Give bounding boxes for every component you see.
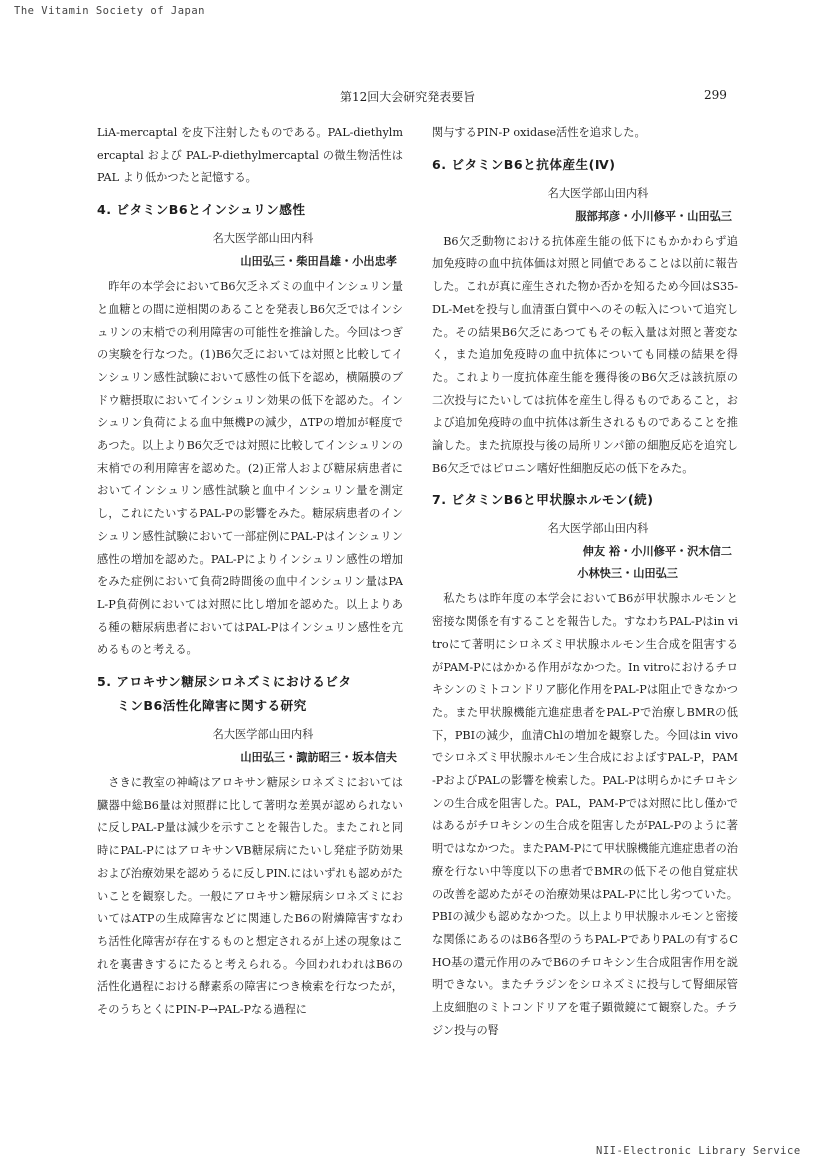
left-column: [97, 122, 403, 1132]
right-column: [432, 122, 738, 1132]
section-7: [432, 488, 738, 1042]
section-5-heading: [97, 670, 403, 718]
watermark-bottom: NII-Electronic Library Service: [596, 1145, 801, 1157]
section-7-authors-line2: 小林快三・山田弘三: [577, 566, 678, 581]
section-6: [432, 153, 738, 481]
section-4: [97, 198, 403, 662]
section-4-body: 昨年の本学会においてB6欠乏ネズミの血中インシュリン量と血糖との間に逆相関のあることを発表しB6欠乏ではインシュリンの末梢での利用障害の可能性を推論した。今回はつぎの実験を行なつた。(1)B6欠乏においては対照と比較してインシュリン感性試験において感性の低下を認め，横隔膜のブドウ糖摂取においてインシュリン効果の低下を認めた。インシュリン負荷による血中無機Pの減少，ΔTPの増加が軽度であつた。以上よりB6欠乏では対照に比較してインシュリンの末梢での利用障害を認めた。(2)正常人および糖尿病患者においてインシュリン感性試験と血中インシュリン量を測定し，これにたいするPAL-Pの影響をみた。糖尿病患者のインシュリン感性試験において一部症例にPAL-Pはインシュリン感性の増加を認めた。PAL-Pによりインシュリン感性の増加をみた症例において負荷2時間後の血中インシュリン量はPAL-P負荷例においては対照に比し増加を認めた。以上よりある種の糖尿病患者においてはPAL-Pはインシュリン感性を亢めるものと考える。: [97, 280, 403, 657]
running-title: 第12回大会研究発表要旨: [340, 90, 476, 104]
section-5-body: さきに教室の神崎はアロキサン糖尿シロネズミにおいては臓器中総B6量は対照群に比して著明な差異が認められないに反しPAL-P量は減少を示すことを報告した。またこれと同時にPAL-PにはアロキサンVB糖尿病にたいし発症予防効果および治療効果を認めうるに反しPIN.にはいずれも認めがたいことを観察した。一般にアロキサン糖尿病シロネズミにおいてはATPの生成障害などに関連したB6の附燐障害すなわち活性化障害が存在するものと想定されるが上述の現象はこれを裏書きするにたると考えられる。今回われわれはB6の活性化過程における酵素系の障害につき検索を行なつたが，そのうちとくにPIN-P→PAL-Pなる過程に: [97, 776, 403, 1017]
section-7-authors-line1: 伸友 裕・小川修平・沢木信二: [582, 544, 732, 559]
right-intro-paragraph: 関与するPIN-P oxidase活性を追求した。: [432, 126, 646, 139]
section-5-heading-line1: 5. アロキサン糖尿シロネズミにおけるビタ: [97, 674, 352, 690]
section-5: [97, 670, 403, 1022]
section-7-affiliation: 名大医学部山田内科: [547, 522, 649, 536]
section-4-authors: 山田弘三・柴田昌雄・小出忠孝: [240, 254, 397, 269]
section-5-authors: 山田弘三・諏訪昭三・坂本信夫: [240, 750, 397, 765]
watermark-top: The Vitamin Society of Japan: [14, 5, 206, 17]
section-6-body: B6欠乏動物における抗体産生能の低下にもかかわらず追加免疫時の血中抗体価は対照と同値であることは以前に報告した。これが真に産生された物か否かを知るため今回はS35-DL-Metを投与し血清蛋白質中へのその転入について追究した。その結果B6欠乏にあつてもその転入量は対照と著変なく，また追加免疫時の血中抗体についても同様の結果を得た。これより一度抗体産生能を獲得後のB6欠乏は該抗原の二次投与にたいしては抗体を産生し得るものであること，および追加免疫時の血中抗体は新生されるものであることを推論した。また抗原投与後の局所リンパ節の細胞反応を追究しB6欠乏ではピロニン嗜好性細胞反応の低下をみた。: [432, 234, 738, 475]
section-4-heading: 4. ビタミンB6とインシュリン感性: [97, 202, 306, 218]
page-number: 299: [704, 88, 727, 102]
section-6-heading: 6. ビタミンB6と抗体産生(Ⅳ): [432, 156, 616, 172]
left-intro-paragraph: LiA-mercaptal を皮下注射したものである。PAL-diethylmercaptal および PAL-P-diethylmercaptal の微生物活性は PAL より低かつたと記憶する。: [97, 126, 403, 185]
section-5-heading-line2: ミンB6活性化障害に関する研究: [117, 698, 307, 714]
section-5-affiliation: 名大医学部山田内科: [212, 728, 314, 742]
section-4-affiliation: 名大医学部山田内科: [212, 232, 314, 246]
section-6-authors: 服部邦彦・小川修平・山田弘三: [575, 208, 732, 223]
running-header: [0, 88, 827, 106]
section-6-affiliation: 名大医学部山田内科: [547, 186, 649, 200]
section-7-body: 私たちは昨年度の本学会においてB6が甲状腺ホルモンと密接な関係を有することを報告した。すなわちPAL-Pはin vitroにて著明にシロネズミ甲状腺ホルモン生合成を阻害するがPAM-Pにはかかる作用がなかつた。In vitroにおけるチロキシンのミトコンドリア膨化作用をPAL-Pは阻止できなかつた。また甲状腺機能亢進症患者をPAL-Pで治療しBMRの低下，PBIの減少，血清Chlの増加を観察した。今回はin vivoでシロネズミ甲状腺ホルモン生合成におよぼすPAL-P，PAM-PおよびPALの影響を検索した。PAL-Pは明らかにチロキシンの生合成を阻害した。PAL，PAM-Pでは対照に比し僅かではあるがチロキシンの生合成を阻害したがPAL-Pのように著明ではなかつた。またPAM-Pにて甲状腺機能亢進症患者の治療を行ない中等度以下の患者でBMRの低下その他自覚症状の改善を認めたがその治療効果はPAL-Pに比し劣つていた。PBIの減少も認めなかつた。以上より甲状腺ホルモンと密接な関係にあるのはB6各型のうちPAL-PでありPALの有するCHO基の還元作用のみでB6のチロキシン生合成阻害作用を説明できない。またチラジンをシロネズミに投与して腎細尿管上皮細胞のミトコンドリアを電子顕微鏡にて観察した。チラジン投与の腎: [432, 592, 738, 1037]
section-7-heading: 7. ビタミンB6と甲状腺ホルモン(続): [432, 492, 654, 508]
